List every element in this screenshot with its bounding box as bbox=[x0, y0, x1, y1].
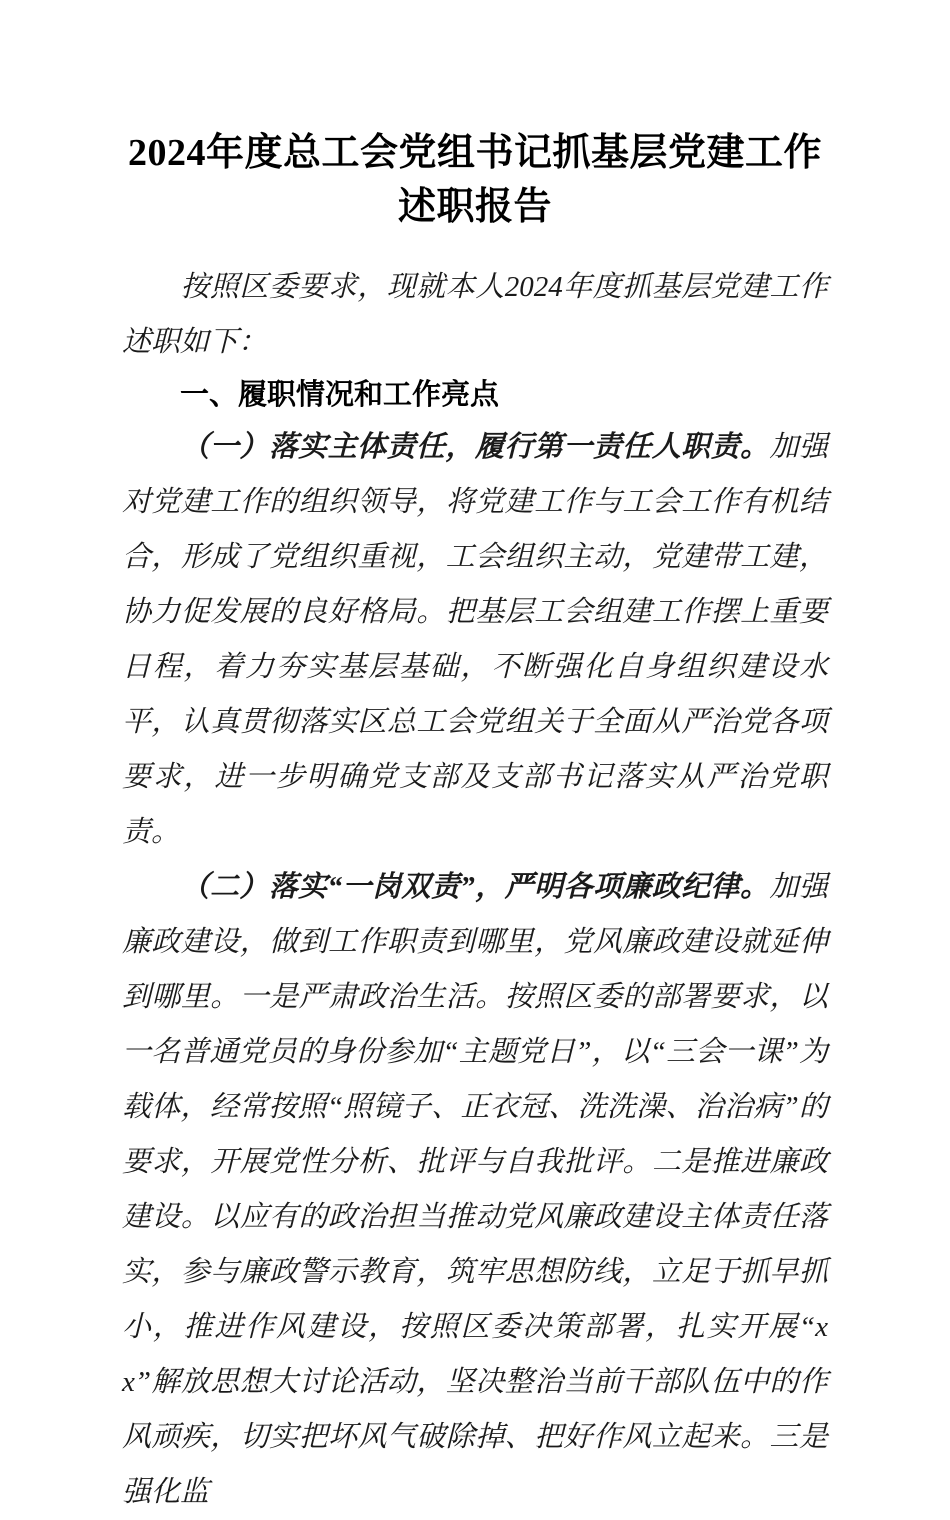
document-body bbox=[122, 260, 828, 1520]
intro-text: 按照区委要求，现就本人2024年度抓基层党建工作述职如下： bbox=[122, 271, 828, 358]
page-title: 2024年度总工会党组书记抓基层党建工作述职报告 bbox=[127, 132, 822, 228]
paragraph-1-lead: （一）落实主体责任，履行第一责任人职责。 bbox=[180, 431, 770, 463]
paragraph-2-body: 加强廉政建设，做到工作职责到哪里，党风廉政建设就延伸到哪里。一是严肃政治生活。按照区委的部署要求，以一名普通党员的身份参加“主题党日”，以“三会一课”为载体，经常按照“照镜子、正衣冠、洗洗澡、治治病”的要求，开展党性分析、批评与自我批评。二是推进廉政建设。以应有的政治担当推动党风廉政建设主体责任落实，参与廉政警示教育，筑牢思想防线，立足于抓早抓小，推进作风建设，按照区委决策部署，扎实开展“xx”解放思想大讨论活动，坚决整治当前干部队伍中的作风顽疾，切实把坏风气破除掉、把好作风立起来。三是强化监 bbox=[122, 871, 828, 1508]
paragraph-2 bbox=[122, 860, 828, 1520]
section-heading-text: 一、履职情况和工作亮点 bbox=[180, 379, 500, 411]
section-heading-1 bbox=[122, 370, 828, 420]
paragraph-1-body: 加强对党建工作的组织领导，将党建工作与工会工作有机结合，形成了党组织重视，工会组织主动，党建带工建，协力促发展的良好格局。把基层工会组建工作摆上重要日程，着力夯实基层基础，不断强化自身组织建设水平，认真贯彻落实区总工会党组关于全面从严治党各项要求，进一步明确党支部及支部书记落实从严治党职责。 bbox=[122, 431, 828, 848]
paragraph-2-lead: （二）落实“一岗双责”，严明各项廉政纪律。 bbox=[180, 871, 770, 903]
paragraph-1 bbox=[122, 420, 828, 860]
intro-paragraph bbox=[122, 260, 828, 370]
page-content bbox=[122, 0, 828, 1520]
